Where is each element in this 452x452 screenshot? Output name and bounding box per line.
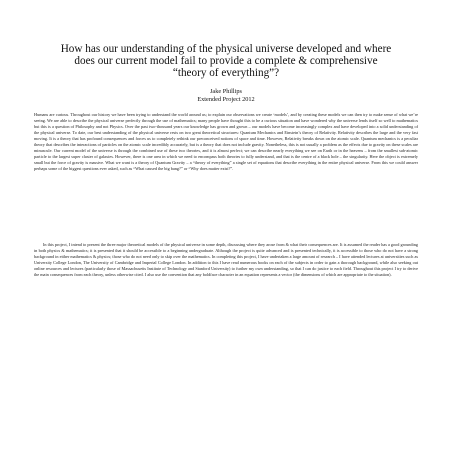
document-title: How has our understanding of the physical universe developed and where does our current model fail to provide a complete & comprehensive “theory of everything”? xyxy=(60,43,392,79)
body-paragraph-2: In this project, I intend to present the three major theoretical models of the physical universe in some depth, discussing where they arose from & what their consequences are. It is assumed the reader has a good grounding in both physics & mathematics; it is presented that it should be accessible to a beginning undergraduate. Although the project is quite advanced and is presented technically, it is accessible to those who do not have a strong background in either mathematics & physics; those who do not need only to skip over the mathematics. In completing this project, I have undertaken a large amount of research – I have attended lectures at universities such as University College London, The University of Cambridge and Imperial College London. In addition to this I have read numerous books on each of the subjects in order to gain a thorough background, while also seeking out online resources and lectures (particularly those of Massachusetts Institute of Technology and Stanford University) to further my own understanding, so that I can do justice to each field. Throughout this project I try to derive the main consequences from each theory, unless otherwise cited. I also use the convention that any boldface character in an equation represents a vector (the dimensions of which are appropriate to the situation). xyxy=(34,242,418,277)
project-subtitle: Extended Project 2012 xyxy=(197,96,255,103)
author-name: Jake Phillips xyxy=(209,88,242,95)
body-paragraph-1: Humans are curious. Throughout our history we have been trying to understand the world around us; to explain our observations we create ‘models’, and by creating these models we can then try to make sense of what we’re seeing. We are able to describe the physical universe perfectly through the use of mathematics; many people have thought this to be a curious situation and have wondered why the universe lends itself so well to mathematics but this is a question of Philosophy and not Physics. Over the past two-thousand years our knowledge has grown and grown – our models have become increasingly complex and have developed into a solid understanding of the physical universe. To date, our best understanding of the physical universe rests on two great theoretical structures: Quantum Mechanics and Einstein’s theory of Relativity. Relativity describes the large and the very fast moving. It is a theory that has profound consequences and forces us to completely rethink our preconceived notions of space and time. However, Relativity breaks down on the atomic scale. Quantum mechanics is a peculiar theory that describes the interactions of particles on the atomic scale incredibly accurately, but is a theory that does not include gravity. Nonetheless, this is not usually a problem as the effects due to gravity on these scales are minuscule. Our current model of the universe is through the combined use of these two theories, and it is almost perfect; we can describe nearly everything we see on Earth or in the heavens – from the smallest sub-atomic particle to the largest super cluster of galaxies. However, there is one area in which we need to encompass both theories to fully understand, and that is the centre of a black hole – the singularity. Here the object is extremely small but the force of gravity is massive. What we want is a theory of Quantum Gravity – a “theory of everything” a single set of equations that describe everything in the entire physical universe. From this we could answer perhaps some of the biggest questions ever asked, such as “What caused the big bang?” or “Why does matter exist?”. xyxy=(34,112,418,171)
